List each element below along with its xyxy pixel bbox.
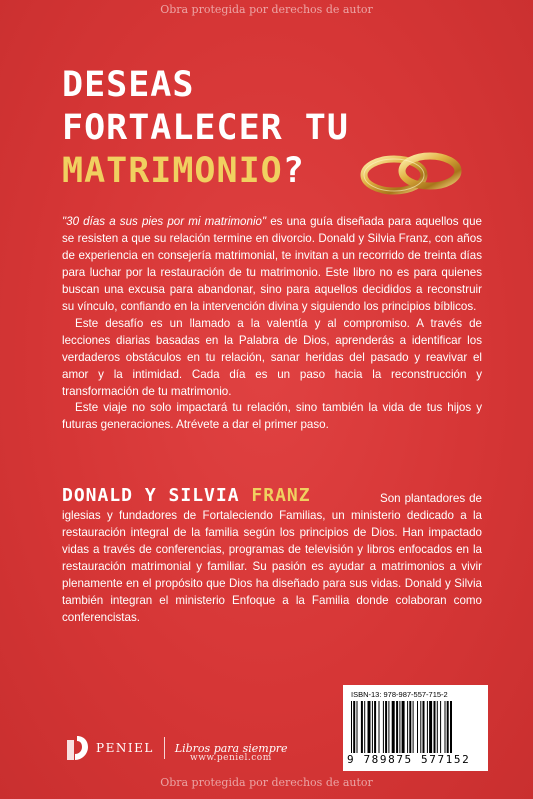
publisher-divider	[164, 737, 165, 759]
headline-line-3	[62, 150, 349, 193]
isbn-label: ISBN-13: 978-987-557-715-2	[351, 690, 448, 699]
description-paragraph-2: Este desafío es un llamado a la valentía y al compromiso. A través de lecciones diarias basadas en la Palabra de Dios, aprenderás a identificar los verdaderos obstáculos en tu relación, sanar heridas del pasado y reavivar el amor y la intimidad. Cada día es un paso hacia la reconstrucción y transformación de tu matrimonio.	[62, 317, 482, 398]
publisher-tagline: Libros para siempre	[174, 741, 288, 755]
headline-question-mark: ?	[282, 151, 305, 191]
peniel-logo-icon	[64, 734, 90, 762]
isbn-barcode	[343, 685, 488, 771]
publisher-url: www.peniel.com	[190, 753, 272, 763]
barcode-icon	[351, 701, 481, 753]
book-title-italic: "30 días a sus pies por mi matrimonio"	[62, 215, 267, 228]
headline	[62, 64, 349, 193]
wedding-rings-icon	[356, 145, 468, 201]
author-surname: FRANZ	[251, 485, 311, 506]
headline-line-1: DESEAS	[62, 65, 195, 105]
headline-line-2: FORTALECER TU	[62, 108, 349, 148]
author-bio: Son plantadores de iglesias y fundadores de Fortaleciendo Familias, un ministerio dedicado a la restauración integral de la familia según los principios de Dios. Han impactado vidas a través de conferencias, programas de televisión y libros enfocados en la restauración matrimonial y familiar. Su pasión es ayudar a matrimonios a vivir plenamente en el propósito que Dios ha diseñado para sus vidas. Donald y Silvia también integran el ministerio Enfoque a la Familia donde colaboran como conferencistas.	[62, 492, 482, 624]
publisher-name: PENIEL	[96, 741, 154, 755]
headline-matrimonio: MATRIMONIO	[62, 151, 283, 191]
copyright-watermark-top: Obra protegida por derechos de autor	[160, 3, 373, 16]
description-paragraph-1-text: es una guía diseñada para aquellos que se resisten a que su relación termine en divorcio. Donald y Silvia Franz, con años de experiencia en consejería matrimonial, te invitan a un recorrido de treinta días para luchar por la restauración de tu matrimonio. Este libro no es para quienes buscan una excusa para abandonar, sino para aquellos decididos a reconstruir su vínculo, confiando en la intervención divina y siguiendo los principios bíblicos.	[62, 215, 482, 313]
description-paragraph-1	[62, 213, 482, 315]
author-name-prefix: DONALD Y SILVIA	[62, 485, 252, 506]
copyright-watermark-bottom: Obra protegida por derechos de autor	[160, 776, 373, 789]
description-paragraph-3: Este viaje no solo impactará tu relación, sino también la vida de tus hijos y futuras generaciones. Atrévete a dar el primer paso.	[62, 401, 482, 431]
isbn-digits: 9 789875 577152	[347, 753, 471, 766]
